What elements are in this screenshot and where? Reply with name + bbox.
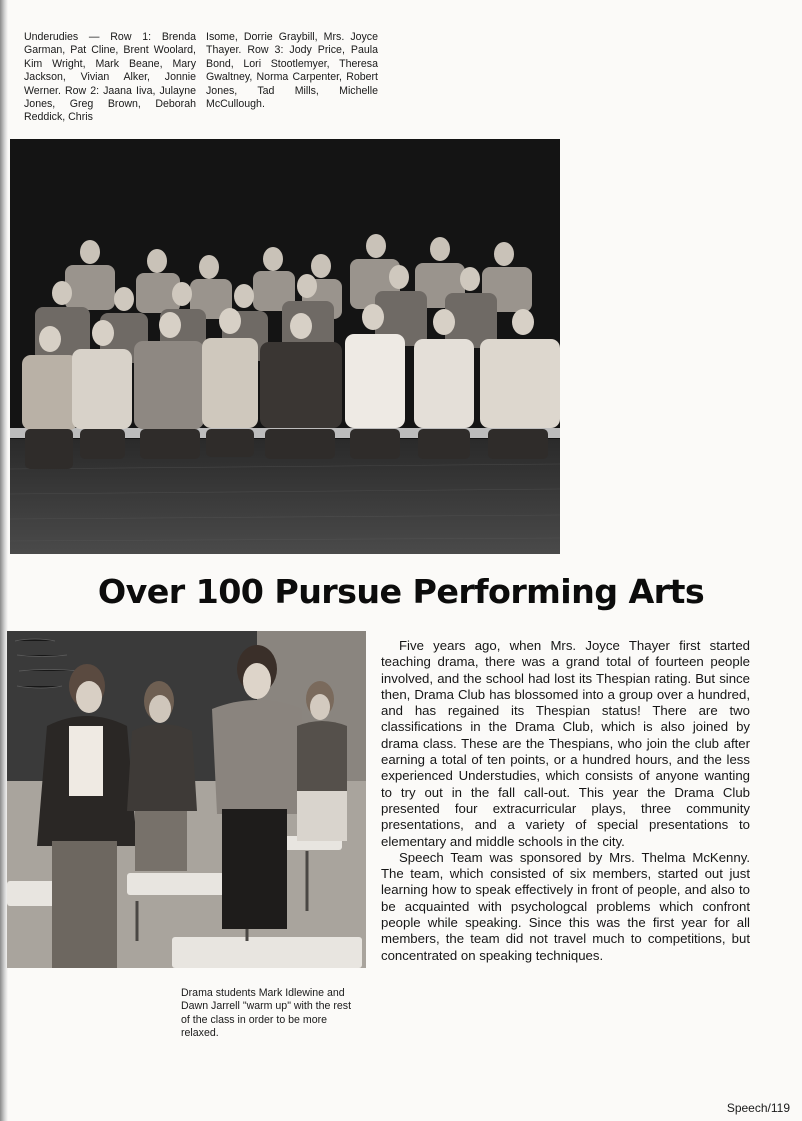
group-photo-caption-right: Isome, Dorrie Graybill, Mrs. Joyce Thayer. Row 3: Jody Price, Paula Bond, Lori Stootlemyer, Theresa Gwaltney, Norma Carpenter, Robert Jones, Tad Mills, Michelle McCullough. <box>206 31 378 111</box>
article-paragraph: Speech Team was sponsored by Mrs. Thelma McKenny. The team, which consisted of six members, started out just learning how to speak effectively in front of people, and also to be acquainted with psychologcal problems which confront people while speaking. Since this was the first year for all members, the team did not travel much to competitions, but concentrated on speaking techniques. <box>381 849 750 963</box>
article-paragraph: Five years ago, when Mrs. Joyce Thayer first started teaching drama, there was a grand total of fourteen people involved, and the school had lost its Thespian rating. But since then, Drama Club has blossomed into a group over a hundred, and has regained its Thespian status! There are two classifications in the Drama Club, which is also joined by drama class. These are the Thespians, who join the club after earning a total of ten points, or a hundred hours, and the less experienced Understudies, which consists of anyone wanting to try out in the fall call-out. This year the Drama Club presented four extracurricular plays, three community presentations, and a variety of special presentations to elementary and middle schools in the city. <box>381 638 750 849</box>
group-photo-caption-left: Underudies — Row 1: Brenda Garman, Pat Cline, Brent Woolard, Kim Wright, Mark Beane, Mary Jackson, Vivian Alker, Jonnie Werner. Row 2: Jaana Iiva, Julayne Jones, Greg Brown, Deborah Reddick, Chris <box>24 31 196 124</box>
drama-class-photo <box>7 631 366 968</box>
article-body <box>381 638 750 964</box>
page-headline: Over 100 Pursue Performing Arts <box>97 572 705 611</box>
class-photo-caption: Drama students Mark Idlewine and Dawn Jarrell "warm up" with the rest of the class in order to be more relaxed. <box>181 987 352 1039</box>
page-folio: Speech/119 <box>726 1101 790 1115</box>
understudies-group-photo <box>10 139 560 554</box>
